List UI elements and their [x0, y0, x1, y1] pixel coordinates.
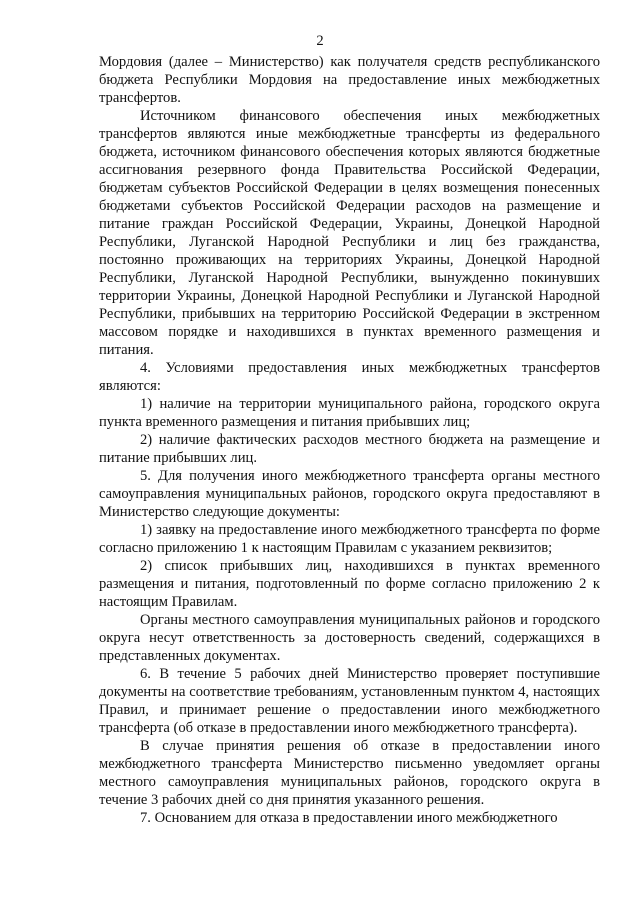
- paragraph-condition-2: 2) наличие фактических расходов местного бюджета на размещение и питание прибывших лиц.: [99, 432, 600, 466]
- paragraph-funding-source: Источником финансового обеспечения иных межбюджетных трансфертов являются иные межбюджетные трансферты из федерального бюджета, источником финансового обеспечения которых являются бюджетные ассигнования резервного фонда Правительства Российской Федерации, бюджетам субъектов Российской Федерации в целях возмещения понесенных бюджетами субъектов Российской Федерации расходов на размещение и питание граждан Российской Федерации, Украины, Донецкой Народной Республики, Луганской Народной Республики и лиц без гражданства, постоянно проживающих на территориях Украины, Донецкой Народной Республики, Луганской Народной Республики, вынужденно покинувших территории Украины, Донецкой Народной Республики и Луганской Народной Республики, прибывших на территорию Российской Федерации в экстренном массовом порядке и находившихся в пунктах временного размещения и питания.: [99, 108, 600, 358]
- paragraph-section-6: 6. В течение 5 рабочих дней Министерство проверяет поступившие документы на соответствие требованиям, установленным пунктом 4, настоящих Правил, и принимает решение о предоставлении иного межбюджетного трансферта (об отказе в предоставлении иного межбюджетного трансферта).: [99, 666, 600, 736]
- paragraph-condition-1: 1) наличие на территории муниципального района, городского округа пункта временного размещения и питания прибывших лиц;: [99, 396, 600, 430]
- document-body: [99, 53, 600, 827]
- paragraph-section-7: 7. Основанием для отказа в предоставлении иного межбюджетного: [140, 810, 558, 826]
- paragraph-document-2: 2) список прибывших лиц, находившихся в пунктах временного размещения и питания, подготовленный по форме согласно приложению 2 к настоящим Правилам.: [99, 558, 600, 610]
- paragraph-responsibility: Органы местного самоуправления муниципальных районов и городского округа несут ответственность за достоверность сведений, содержащихся в представленных документах.: [99, 612, 600, 664]
- paragraph-document-1: 1) заявку на предоставление иного межбюджетного трансферта по форме согласно приложению 1 к настоящим Правилам с указанием реквизитов;: [99, 522, 600, 556]
- paragraph-continuation: Мордовия (далее – Министерство) как получателя средств республиканского бюджета Республики Мордовия на предоставление иных межбюджетных трансфертов.: [99, 54, 600, 106]
- page-number: 2: [316, 33, 324, 49]
- paragraph-refusal-notice: В случае принятия решения об отказе в предоставлении иного межбюджетного трансферта Министерство письменно уведомляет органы местного самоуправления муниципальных районов, городского округа в течение 3 рабочих дней со дня принятия указанного решения.: [99, 738, 600, 808]
- paragraph-section-5: 5. Для получения иного межбюджетного трансферта органы местного самоуправления муниципальных районов, городского округа предоставляют в Министерство следующие документы:: [99, 468, 600, 520]
- paragraph-section-4: 4. Условиями предоставления иных межбюджетных трансфертов являются:: [99, 360, 600, 394]
